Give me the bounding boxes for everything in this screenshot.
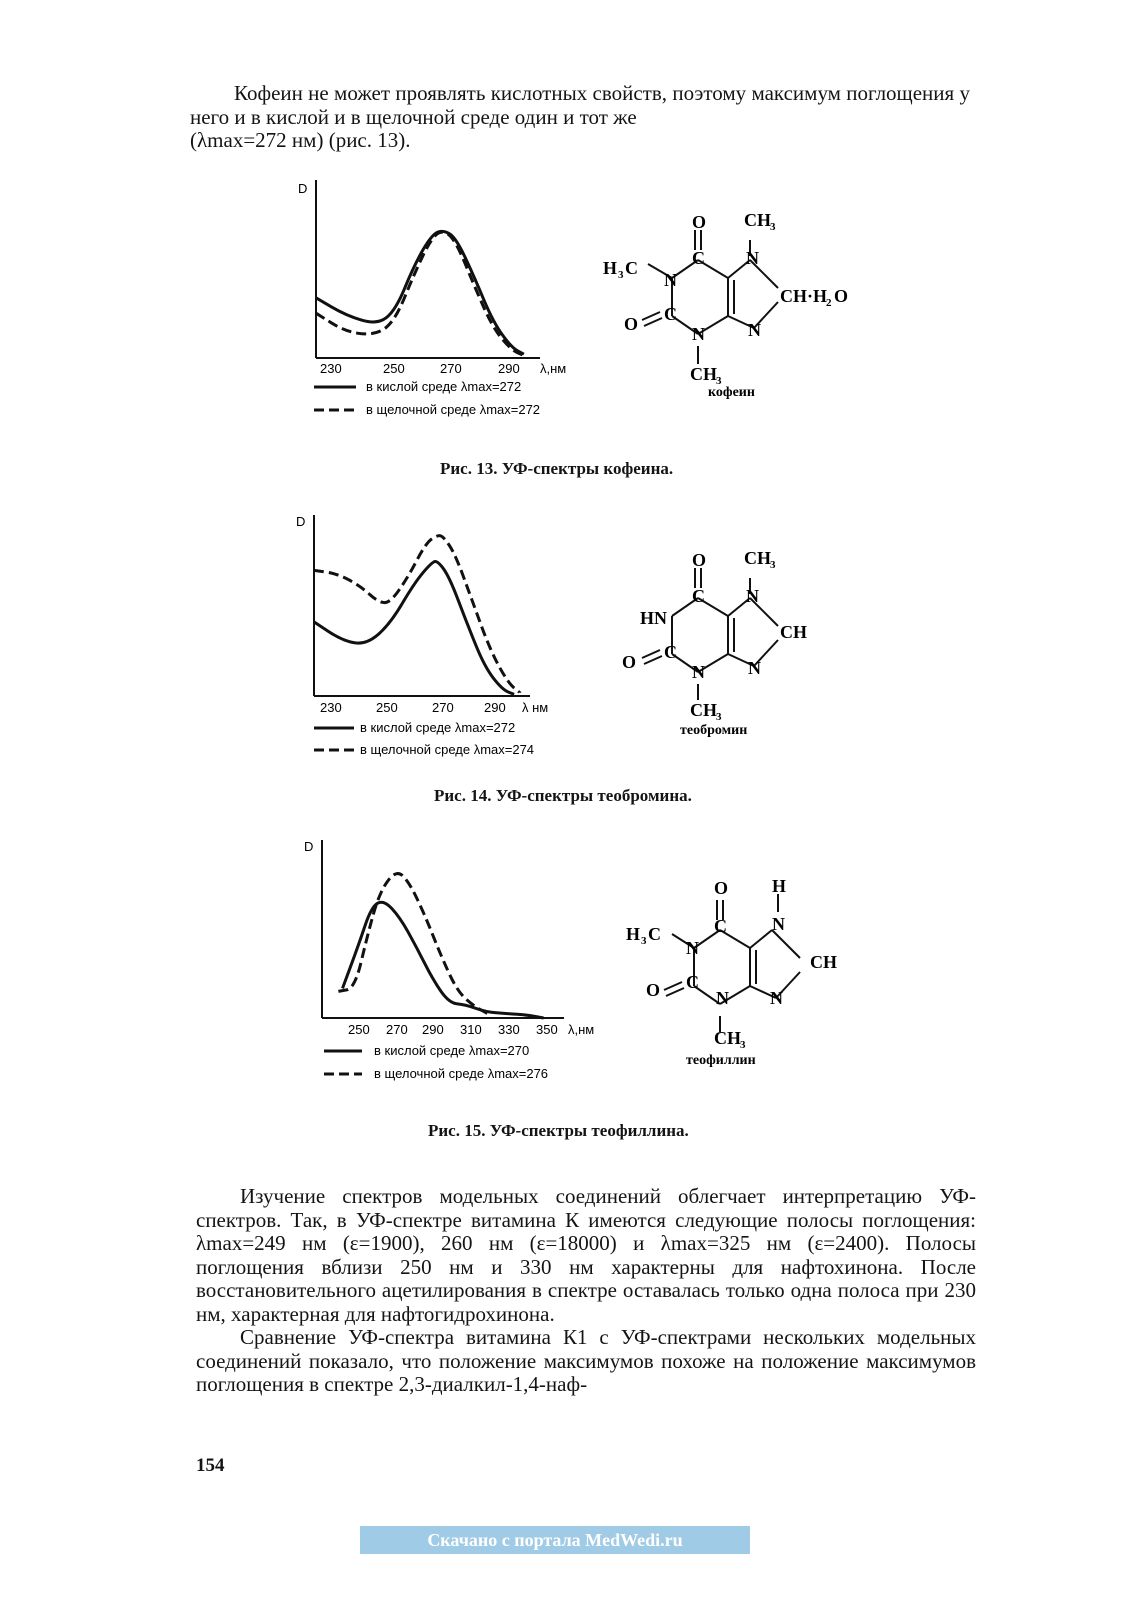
series-line-acidic (314, 562, 514, 695)
svg-text:O: O (624, 314, 639, 334)
compound-name: кофеин (708, 385, 755, 400)
svg-text:N: N (748, 658, 761, 678)
svg-text:O: O (834, 286, 849, 306)
legend-base: в щелочной среде λmax=274 (360, 742, 535, 757)
legend-acid: в кислой среде λmax=272 (366, 379, 522, 394)
svg-text:O: O (692, 212, 707, 232)
svg-text:H: H (772, 876, 787, 896)
svg-text:CH: CH (690, 700, 717, 720)
figure-13 (290, 175, 590, 430)
y-axis-label: D (296, 514, 306, 529)
x-tick-label: 290 (498, 361, 520, 376)
svg-text:HN: HN (640, 608, 667, 628)
caffeine-structure (598, 200, 878, 410)
svg-text:N: N (716, 988, 729, 1008)
legend-base: в щелочной среде λmax=272 (366, 402, 541, 417)
x-tick-label: 230 (320, 700, 342, 715)
x-tick-label: 250 (376, 700, 398, 715)
svg-text:C: C (664, 642, 677, 662)
x-axis-unit: λ,нм (568, 1022, 595, 1037)
svg-text:C: C (692, 586, 705, 606)
body-text (196, 1185, 976, 1397)
body-paragraph-2: Сравнение УФ-спектра витамина К1 с УФ-спектрами нескольких модельных соединений показало, что положение максимумов похоже на положение максимумов поглощения в спектре 2,3-диалкил-1,4-наф- (196, 1325, 976, 1396)
svg-text:N: N (772, 914, 785, 934)
x-axis-unit: λ нм (522, 700, 549, 715)
svg-text:3: 3 (618, 269, 624, 281)
figure-15-caption: Рис. 15. УФ-спектры теофиллина. (428, 1121, 689, 1140)
svg-text:C: C (625, 258, 638, 278)
svg-text:CH: CH (744, 210, 771, 230)
x-tick-label: 310 (460, 1022, 482, 1037)
theophylline-structure (620, 872, 850, 1072)
x-tick-label: 250 (383, 361, 405, 376)
svg-text:CH: CH (690, 364, 717, 384)
figure-15 (296, 835, 616, 1090)
x-tick-label: 330 (498, 1022, 520, 1037)
svg-text:CH: CH (714, 1028, 741, 1048)
svg-text:2: 2 (826, 297, 832, 309)
chart-caffeine (290, 175, 590, 425)
intro-paragraph (190, 82, 970, 153)
svg-text:C: C (714, 916, 727, 936)
svg-text:O: O (622, 652, 637, 672)
svg-text:3: 3 (740, 1039, 746, 1051)
svg-text:H: H (626, 924, 641, 944)
x-tick-label: 270 (440, 361, 462, 376)
svg-text:3: 3 (641, 935, 647, 947)
legend-base: в щелочной среде λmax=276 (374, 1066, 549, 1081)
svg-text:CH: CH (744, 548, 771, 568)
svg-text:N: N (692, 662, 705, 682)
chart-theobromine (290, 510, 590, 760)
svg-text:CH·H: CH·H (780, 286, 828, 306)
x-tick-label: 290 (484, 700, 506, 715)
intro-line-1: Кофеин не может проявлять кислотных свойств, поэтому максимум поглощения у него и в кислой и в щелочной среде один и тот же (190, 81, 970, 129)
svg-text:N: N (664, 270, 677, 290)
x-tick-label: 350 (536, 1022, 558, 1037)
theobromine-structure (618, 540, 838, 740)
svg-text:H: H (603, 258, 618, 278)
series-line-acidic (316, 231, 524, 354)
download-watermark: Скачано с портала MedWedi.ru (360, 1526, 750, 1554)
svg-text:O: O (692, 550, 707, 570)
page-number: 154 (196, 1455, 225, 1476)
legend-acid: в кислой среде λmax=272 (360, 720, 516, 735)
svg-text:N: N (746, 248, 759, 268)
intro-line-2: (λmax=272 нм) (рис. 13). (190, 128, 411, 152)
svg-text:C: C (692, 248, 705, 268)
figure-14 (290, 510, 590, 765)
svg-text:3: 3 (770, 221, 776, 233)
x-tick-label: 230 (320, 361, 342, 376)
compound-name: теофиллин (686, 1053, 756, 1068)
svg-text:3: 3 (770, 559, 776, 571)
y-axis-label: D (298, 181, 308, 196)
x-tick-label: 270 (432, 700, 454, 715)
svg-text:3: 3 (716, 375, 722, 387)
svg-text:CH: CH (810, 952, 837, 972)
body-paragraph-1: Изучение спектров модельных соединений облегчает интерпретацию УФ-спектров. Так, в УФ-спектре витамина К имеются следующие полосы поглощения: λmax=249 нм (ε=1900), 260 нм (ε=18000) и λmax=325 нм (ε=2400). Полосы поглощения вблизи 250 нм и 330 нм характерны для нафтохинона. После восстановительного ацетилирования в спектре оставалась только одна полоса при 230 нм, характерная для нафтогидрохинона. (196, 1184, 976, 1326)
x-tick-label: 250 (348, 1022, 370, 1037)
svg-text:N: N (686, 938, 699, 958)
x-tick-label: 270 (386, 1022, 408, 1037)
svg-text:N: N (746, 586, 759, 606)
x-tick-label: 290 (422, 1022, 444, 1037)
svg-text:3: 3 (716, 711, 722, 723)
compound-name: теобромин (680, 723, 748, 738)
svg-text:N: N (748, 320, 761, 340)
figure-13-caption: Рис. 13. УФ-спектры кофеина. (440, 459, 674, 478)
svg-text:C: C (648, 924, 661, 944)
svg-text:O: O (646, 980, 661, 1000)
svg-text:N: N (770, 988, 783, 1008)
figure-14-caption: Рис. 14. УФ-спектры теобромина. (434, 786, 692, 805)
svg-text:N: N (692, 324, 705, 344)
y-axis-label: D (304, 839, 314, 854)
chart-theophylline (296, 835, 616, 1085)
svg-text:C: C (664, 304, 677, 324)
svg-text:CH: CH (780, 622, 807, 642)
series-line-alkaline (316, 232, 524, 355)
x-axis-unit: λ,нм (540, 361, 567, 376)
legend-acid: в кислой среде λmax=270 (374, 1043, 530, 1058)
svg-text:C: C (686, 972, 699, 992)
svg-text:O: O (714, 878, 729, 898)
